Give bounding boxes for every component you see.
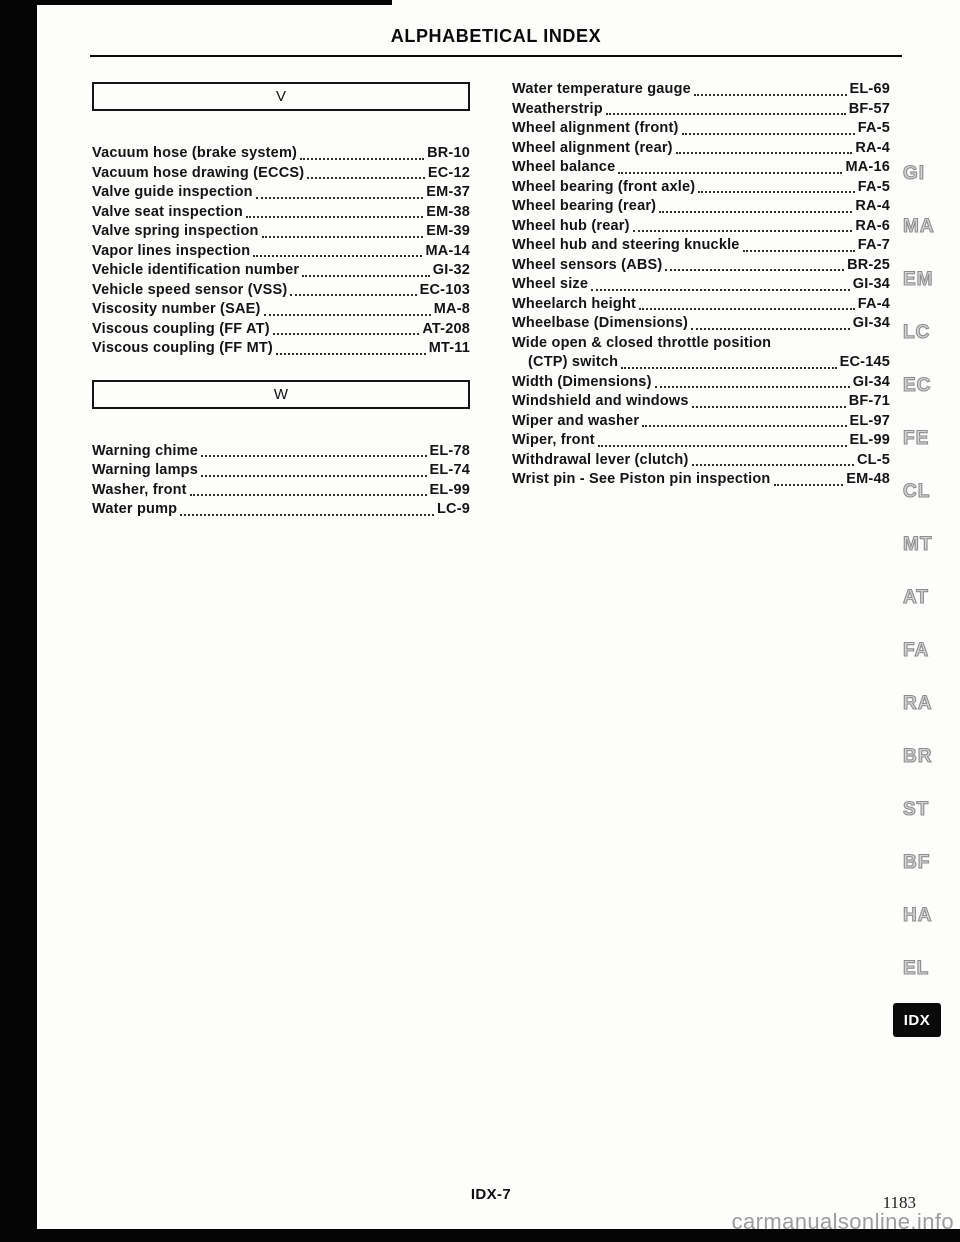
section-tab-el: EL: [903, 958, 930, 979]
entry-page-ref: EM-38: [426, 203, 470, 220]
entry-label: Warning chime: [92, 442, 198, 459]
index-entry: [92, 144, 470, 164]
entry-label: Water pump: [92, 501, 178, 517]
index-entry: [92, 339, 470, 359]
entry-label: Wheel bearing (rear): [512, 198, 657, 214]
index-entry: [512, 256, 890, 276]
entry-page-ref: BF-57: [848, 100, 890, 117]
dot-leader: [290, 294, 416, 296]
entry-page-ref: BR-10: [427, 145, 470, 161]
dot-leader: [676, 152, 853, 154]
index-entry: [92, 222, 470, 242]
entry-label: Wheel sensors (ABS): [512, 256, 663, 273]
dot-leader: [639, 308, 855, 310]
index-entry: [512, 275, 890, 295]
dot-leader: [633, 230, 853, 232]
entry-page-ref: BR-25: [847, 256, 890, 273]
dot-leader: [302, 275, 430, 277]
entry-page-ref: RA-4: [855, 139, 890, 156]
entry-page-ref: FA-7: [857, 237, 890, 253]
dot-leader: [253, 255, 422, 257]
entry-label: Width (Dimensions): [512, 373, 652, 390]
watermark-text: carmanualsonline.info: [731, 1209, 954, 1234]
index-entry: [512, 373, 890, 393]
index-entry: [92, 164, 470, 184]
entry-page-ref: EL-97: [849, 412, 890, 429]
dot-leader: [682, 133, 855, 135]
entry-page-ref: GI-34: [852, 315, 890, 331]
entry-page-ref: LC-9: [436, 501, 470, 517]
entry-label: Valve guide inspection: [92, 184, 253, 200]
index-entry: [92, 281, 470, 301]
dot-leader: [665, 269, 844, 271]
entry-label: Water temperature gauge: [512, 81, 691, 97]
entry-label: Wrist pin - See Piston pin inspection: [512, 471, 771, 487]
entry-page-ref: MA-14: [425, 242, 470, 259]
entry-page-ref: MA-8: [433, 301, 470, 317]
dot-leader: [276, 353, 426, 355]
entry-page-ref: EC-103: [419, 281, 470, 298]
dot-leader: [618, 172, 842, 174]
section-tab-bf: BF: [903, 852, 931, 873]
index-left-column: [92, 82, 470, 520]
entry-label: Wheel alignment (front): [512, 120, 679, 136]
index-entry: [92, 300, 470, 320]
entry-page-ref: MT-11: [428, 340, 470, 356]
section-tab-lc: LC: [903, 322, 931, 343]
section-tab-ec: EC: [903, 375, 932, 396]
entry-label: Viscous coupling (FF MT): [92, 340, 273, 356]
entry-label: Weatherstrip: [512, 100, 603, 117]
index-entry: [92, 320, 470, 340]
entry-label: Vehicle speed sensor (VSS): [92, 281, 288, 298]
index-entry: [92, 442, 470, 462]
entry-label: Vacuum hose drawing (ECCS): [92, 164, 305, 181]
index-entry: [92, 461, 470, 481]
entry-page-ref: GI-34: [852, 373, 890, 390]
scan-edge-top: [0, 0, 392, 5]
index-entry: [512, 217, 890, 237]
section-tab-gi: GI: [903, 163, 926, 184]
index-entry: [512, 236, 890, 256]
index-entry: [512, 139, 890, 159]
dot-leader: [691, 328, 850, 330]
dot-leader: [642, 425, 846, 427]
section-tab-st: ST: [903, 799, 930, 820]
dot-leader: [694, 94, 847, 96]
dot-leader: [774, 484, 844, 486]
dot-leader: [606, 113, 846, 115]
entry-label: Wheelarch height: [512, 295, 637, 312]
entry-page-ref: GI-34: [852, 276, 890, 292]
dot-leader: [190, 494, 427, 496]
entry-page-ref: FA-4: [857, 295, 890, 312]
entry-label: Windshield and windows: [512, 393, 689, 409]
dot-leader: [256, 197, 424, 199]
scan-edge-left: [0, 0, 37, 1242]
index-entry: [512, 353, 890, 373]
index-entry: [92, 242, 470, 262]
entry-page-ref: EM-37: [426, 184, 470, 200]
dot-leader: [692, 464, 854, 466]
entry-page-ref: FA-5: [857, 120, 890, 136]
entry-page-ref: RA-6: [855, 217, 890, 234]
entry-page-ref: CL-5: [856, 451, 890, 468]
dot-leader: [692, 406, 846, 408]
dot-leader: [201, 455, 427, 457]
index-right-column: [512, 80, 890, 490]
entry-label: Wheel bearing (front axle): [512, 178, 696, 195]
entry-page-ref: AT-208: [422, 320, 470, 337]
letter-heading-box: V: [92, 82, 470, 111]
entry-label: Valve seat inspection: [92, 203, 243, 220]
dot-leader: [180, 514, 434, 516]
page-title: ALPHABETICAL INDEX: [390, 26, 602, 46]
entry-label: Wiper, front: [512, 432, 595, 448]
entry-page-ref: GI-32: [432, 262, 470, 278]
index-entry: [512, 178, 890, 198]
dot-leader: [264, 314, 431, 316]
entry-label: Viscosity number (SAE): [92, 301, 261, 317]
entry-page-ref: EL-69: [849, 81, 890, 97]
dot-leader: [621, 367, 836, 369]
book-page-number: 1183: [882, 1193, 916, 1212]
index-entry: [92, 261, 470, 281]
entry-page-ref: EC-12: [427, 164, 470, 181]
dot-leader: [201, 475, 427, 477]
dot-leader: [743, 250, 855, 252]
entry-page-ref: FA-5: [857, 178, 890, 195]
index-entry: [512, 431, 890, 451]
entry-label: Withdrawal lever (clutch): [512, 451, 689, 468]
dot-leader: [307, 177, 425, 179]
section-tab-em: EM: [903, 269, 934, 290]
index-entry-label-line1: Wide open & closed throttle position: [512, 334, 772, 351]
entry-label: Vacuum hose (brake system): [92, 145, 298, 161]
index-entry: [512, 470, 890, 490]
entry-page-ref: EL-78: [429, 442, 470, 459]
entry-page-ref: EM-39: [426, 223, 470, 239]
dot-leader: [246, 216, 423, 218]
entry-label: Viscous coupling (FF AT): [92, 320, 270, 337]
index-entry: [512, 412, 890, 432]
entry-label: Vapor lines inspection: [92, 242, 251, 259]
index-entry: [512, 392, 890, 412]
index-section: [92, 82, 470, 359]
section-tab-ma: MA: [903, 216, 935, 237]
index-entry: [512, 295, 890, 315]
section-tab-fa: FA: [903, 640, 930, 661]
dot-leader: [659, 211, 852, 213]
entry-label: Wheel alignment (rear): [512, 139, 673, 156]
dot-leader: [591, 289, 850, 291]
index-entry: [512, 119, 890, 139]
entry-page-ref: BF-71: [848, 393, 890, 409]
entry-label: Valve spring inspection: [92, 223, 259, 239]
entry-label: Wiper and washer: [512, 412, 640, 429]
entry-label: Washer, front: [92, 481, 187, 498]
section-tab-mt: MT: [903, 534, 933, 555]
idx-section-tab: IDX: [893, 1003, 941, 1037]
section-tab-at: AT: [903, 587, 929, 608]
index-section: [92, 380, 470, 520]
index-entry: [512, 451, 890, 471]
entry-label: (CTP) switch: [528, 354, 619, 370]
index-entry: [512, 197, 890, 217]
entry-label: Wheel hub (rear): [512, 217, 630, 234]
entry-label: Wheel balance: [512, 159, 616, 175]
section-tab-ra: RA: [903, 693, 933, 714]
index-entry: [512, 100, 890, 120]
dot-leader: [698, 191, 855, 193]
index-entry: [512, 158, 890, 178]
entry-page-ref: EL-99: [429, 481, 470, 498]
entry-label: Wheelbase (Dimensions): [512, 315, 689, 331]
entry-page-ref: EM-48: [846, 471, 890, 487]
letter-heading-box: W: [92, 380, 470, 409]
entry-page-ref: EL-74: [429, 462, 470, 478]
section-tab-br: BR: [903, 746, 933, 767]
entry-label: Warning lamps: [92, 462, 198, 478]
entry-label: Vehicle identification number: [92, 262, 300, 278]
dot-leader: [598, 445, 847, 447]
index-entry: [92, 500, 470, 520]
entry-page-ref: EL-99: [849, 432, 890, 448]
index-entry: [512, 80, 890, 100]
dot-leader: [655, 386, 850, 388]
section-tab-cl: CL: [903, 481, 931, 502]
section-tab-fe: FE: [903, 428, 930, 449]
dot-leader: [262, 236, 424, 238]
entry-label: Wheel hub and steering knuckle: [512, 237, 740, 253]
dot-leader: [300, 158, 424, 160]
dot-leader: [273, 333, 420, 335]
entry-label: Wheel size: [512, 276, 589, 292]
index-entry: [92, 481, 470, 501]
index-entry: [512, 314, 890, 334]
entry-page-ref: RA-4: [855, 198, 890, 214]
section-tab-ha: HA: [903, 905, 933, 926]
entry-page-ref: MA-16: [845, 159, 890, 175]
entry-page-ref: EC-145: [839, 354, 890, 370]
index-entry: [92, 203, 470, 223]
index-entry: [92, 183, 470, 203]
footer-page-label: IDX-7: [470, 1186, 512, 1203]
page-header: [90, 26, 902, 57]
